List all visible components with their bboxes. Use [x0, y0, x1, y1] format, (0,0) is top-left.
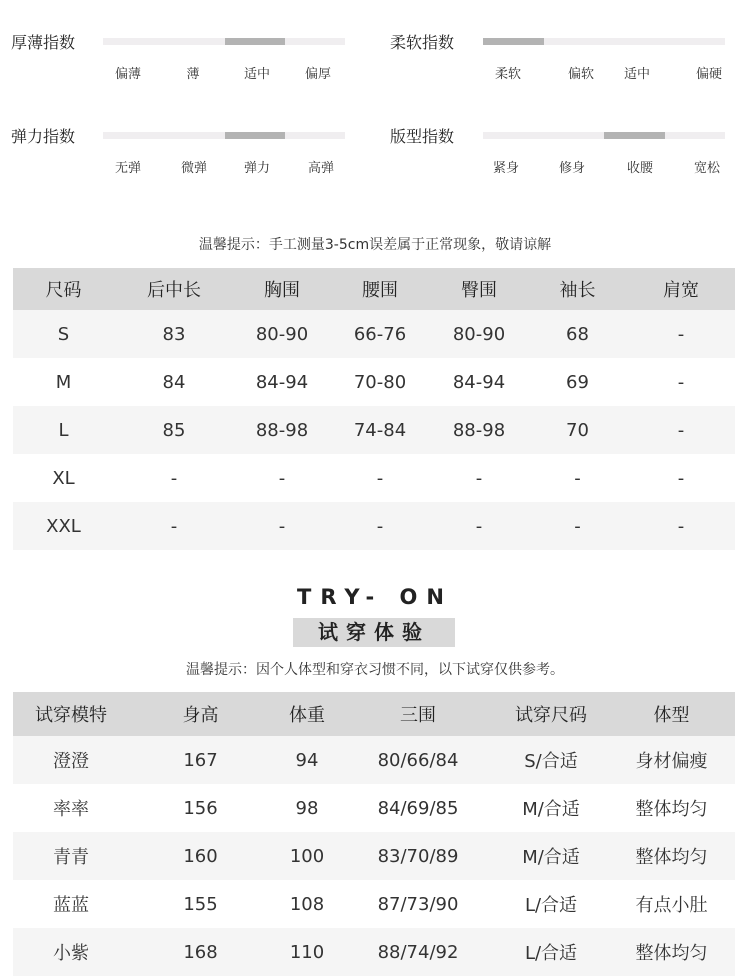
- index-indicator: [483, 38, 544, 45]
- fit-type-index: [390, 124, 750, 184]
- table-cell: 167: [129, 736, 272, 784]
- table-cell: 110: [272, 928, 342, 976]
- tryon-title-box: [293, 618, 455, 647]
- table-cell: 168: [129, 928, 272, 976]
- index-label: 适中: [623, 67, 651, 82]
- table-row: [13, 310, 735, 358]
- table-cell: 有点小肚: [608, 880, 735, 928]
- table-cell: 80/66/84: [342, 736, 494, 784]
- table-row: [13, 832, 735, 880]
- table-cell: 100: [272, 832, 342, 880]
- size-table: [13, 268, 735, 550]
- table-header-row: [13, 692, 735, 736]
- table-cell: M: [13, 358, 114, 406]
- column-header: 三围: [342, 692, 494, 736]
- column-header: 后中长: [114, 268, 234, 310]
- table-cell: 青青: [13, 832, 129, 880]
- tryon-note: 温馨提示：因个人体型和穿衣习惯不同，以下试穿仅供参考。: [186, 662, 564, 678]
- table-cell: 整体均匀: [608, 784, 735, 832]
- column-header: 肩宽: [627, 268, 735, 310]
- table-cell: 80-90: [234, 310, 330, 358]
- table-cell: 84-94: [430, 358, 528, 406]
- column-header: 腰围: [330, 268, 430, 310]
- table-cell: M/合适: [494, 832, 608, 880]
- index-label: 微弹: [180, 161, 208, 176]
- table-cell: 84-94: [234, 358, 330, 406]
- table-row: [13, 406, 735, 454]
- table-cell: 155: [129, 880, 272, 928]
- table-row: [13, 454, 735, 502]
- index-bar: [103, 132, 345, 139]
- column-header: 体重: [272, 692, 342, 736]
- column-header: 身高: [129, 692, 272, 736]
- table-cell: 整体均匀: [608, 928, 735, 976]
- index-label: 偏薄: [114, 67, 142, 82]
- index-label: 收腰: [626, 161, 654, 176]
- table-cell: -: [234, 454, 330, 502]
- table-cell: 蓝蓝: [13, 880, 129, 928]
- table-cell: -: [430, 454, 528, 502]
- index-label: 偏软: [567, 67, 595, 82]
- table-row: [13, 502, 735, 550]
- index-label: 紧身: [492, 161, 520, 176]
- table-cell: 83: [114, 310, 234, 358]
- index-bar: [483, 38, 725, 45]
- table-cell: 80-90: [430, 310, 528, 358]
- index-label: 修身: [558, 161, 586, 176]
- elasticity-index: [11, 124, 371, 184]
- index-label: 无弹: [114, 161, 142, 176]
- table-cell: -: [330, 454, 430, 502]
- table-cell: S/合适: [494, 736, 608, 784]
- table-row: [13, 928, 735, 976]
- table-cell: -: [528, 502, 627, 550]
- size-note: 温馨提示：手工测量3-5cm误差属于正常现象，敬请谅解: [198, 237, 552, 253]
- index-label: 偏硬: [695, 67, 723, 82]
- table-cell: -: [627, 406, 735, 454]
- table-cell: -: [627, 358, 735, 406]
- table-cell: 整体均匀: [608, 832, 735, 880]
- table-cell: 小紫: [13, 928, 129, 976]
- table-cell: 88-98: [430, 406, 528, 454]
- table-cell: XL: [13, 454, 114, 502]
- table-cell: -: [114, 502, 234, 550]
- table-cell: 率率: [13, 784, 129, 832]
- table-cell: 108: [272, 880, 342, 928]
- index-indicator: [604, 132, 665, 139]
- table-cell: 澄澄: [13, 736, 129, 784]
- index-label: 偏厚: [304, 67, 332, 82]
- column-header: 尺码: [13, 268, 114, 310]
- column-header: 试穿尺码: [494, 692, 608, 736]
- column-header: 臀围: [430, 268, 528, 310]
- table-cell: L/合适: [494, 880, 608, 928]
- index-label: 高弹: [307, 161, 335, 176]
- fit-table: [13, 692, 735, 976]
- column-header: 体型: [608, 692, 735, 736]
- table-cell: 94: [272, 736, 342, 784]
- index-title: 弹力指数: [11, 127, 76, 146]
- table-cell: 身材偏瘦: [608, 736, 735, 784]
- table-cell: 74-84: [330, 406, 430, 454]
- table-cell: -: [627, 310, 735, 358]
- table-cell: L: [13, 406, 114, 454]
- table-cell: 88/74/92: [342, 928, 494, 976]
- table-cell: 98: [272, 784, 342, 832]
- table-cell: 68: [528, 310, 627, 358]
- table-cell: -: [330, 502, 430, 550]
- index-title: 版型指数: [390, 127, 455, 146]
- table-cell: S: [13, 310, 114, 358]
- table-cell: 85: [114, 406, 234, 454]
- table-cell: 69: [528, 358, 627, 406]
- index-label: 弹力: [243, 161, 271, 176]
- table-row: [13, 880, 735, 928]
- tryon-title-cn: 试穿体验: [318, 620, 430, 644]
- table-cell: 84: [114, 358, 234, 406]
- table-cell: 84/69/85: [342, 784, 494, 832]
- table-cell: 70: [528, 406, 627, 454]
- table-cell: M/合适: [494, 784, 608, 832]
- table-cell: XXL: [13, 502, 114, 550]
- column-header: 袖长: [528, 268, 627, 310]
- index-bar: [483, 132, 725, 139]
- table-cell: -: [114, 454, 234, 502]
- table-cell: 88-98: [234, 406, 330, 454]
- table-row: [13, 358, 735, 406]
- column-header: 试穿模特: [13, 692, 129, 736]
- table-cell: 160: [129, 832, 272, 880]
- index-indicator: [225, 38, 285, 45]
- table-cell: -: [234, 502, 330, 550]
- index-title: 厚薄指数: [11, 33, 76, 52]
- softness-index: [390, 30, 750, 90]
- column-header: 胸围: [234, 268, 330, 310]
- table-cell: L/合适: [494, 928, 608, 976]
- table-row: [13, 736, 735, 784]
- index-label: 适中: [243, 67, 271, 82]
- table-cell: -: [627, 454, 735, 502]
- table-cell: -: [430, 502, 528, 550]
- table-cell: 83/70/89: [342, 832, 494, 880]
- index-label: 薄: [186, 67, 200, 82]
- table-cell: 87/73/90: [342, 880, 494, 928]
- table-cell: 70-80: [330, 358, 430, 406]
- table-cell: 156: [129, 784, 272, 832]
- index-title: 柔软指数: [390, 33, 455, 52]
- thickness-index: [11, 30, 371, 90]
- table-cell: 66-76: [330, 310, 430, 358]
- tryon-title-en: TRY- ON: [297, 585, 453, 609]
- index-label: 柔软: [494, 67, 522, 82]
- index-bar: [103, 38, 345, 45]
- table-cell: -: [528, 454, 627, 502]
- index-indicator: [225, 132, 285, 139]
- table-cell: -: [627, 502, 735, 550]
- table-header-row: [13, 268, 735, 310]
- index-label: 宽松: [693, 161, 721, 176]
- table-row: [13, 784, 735, 832]
